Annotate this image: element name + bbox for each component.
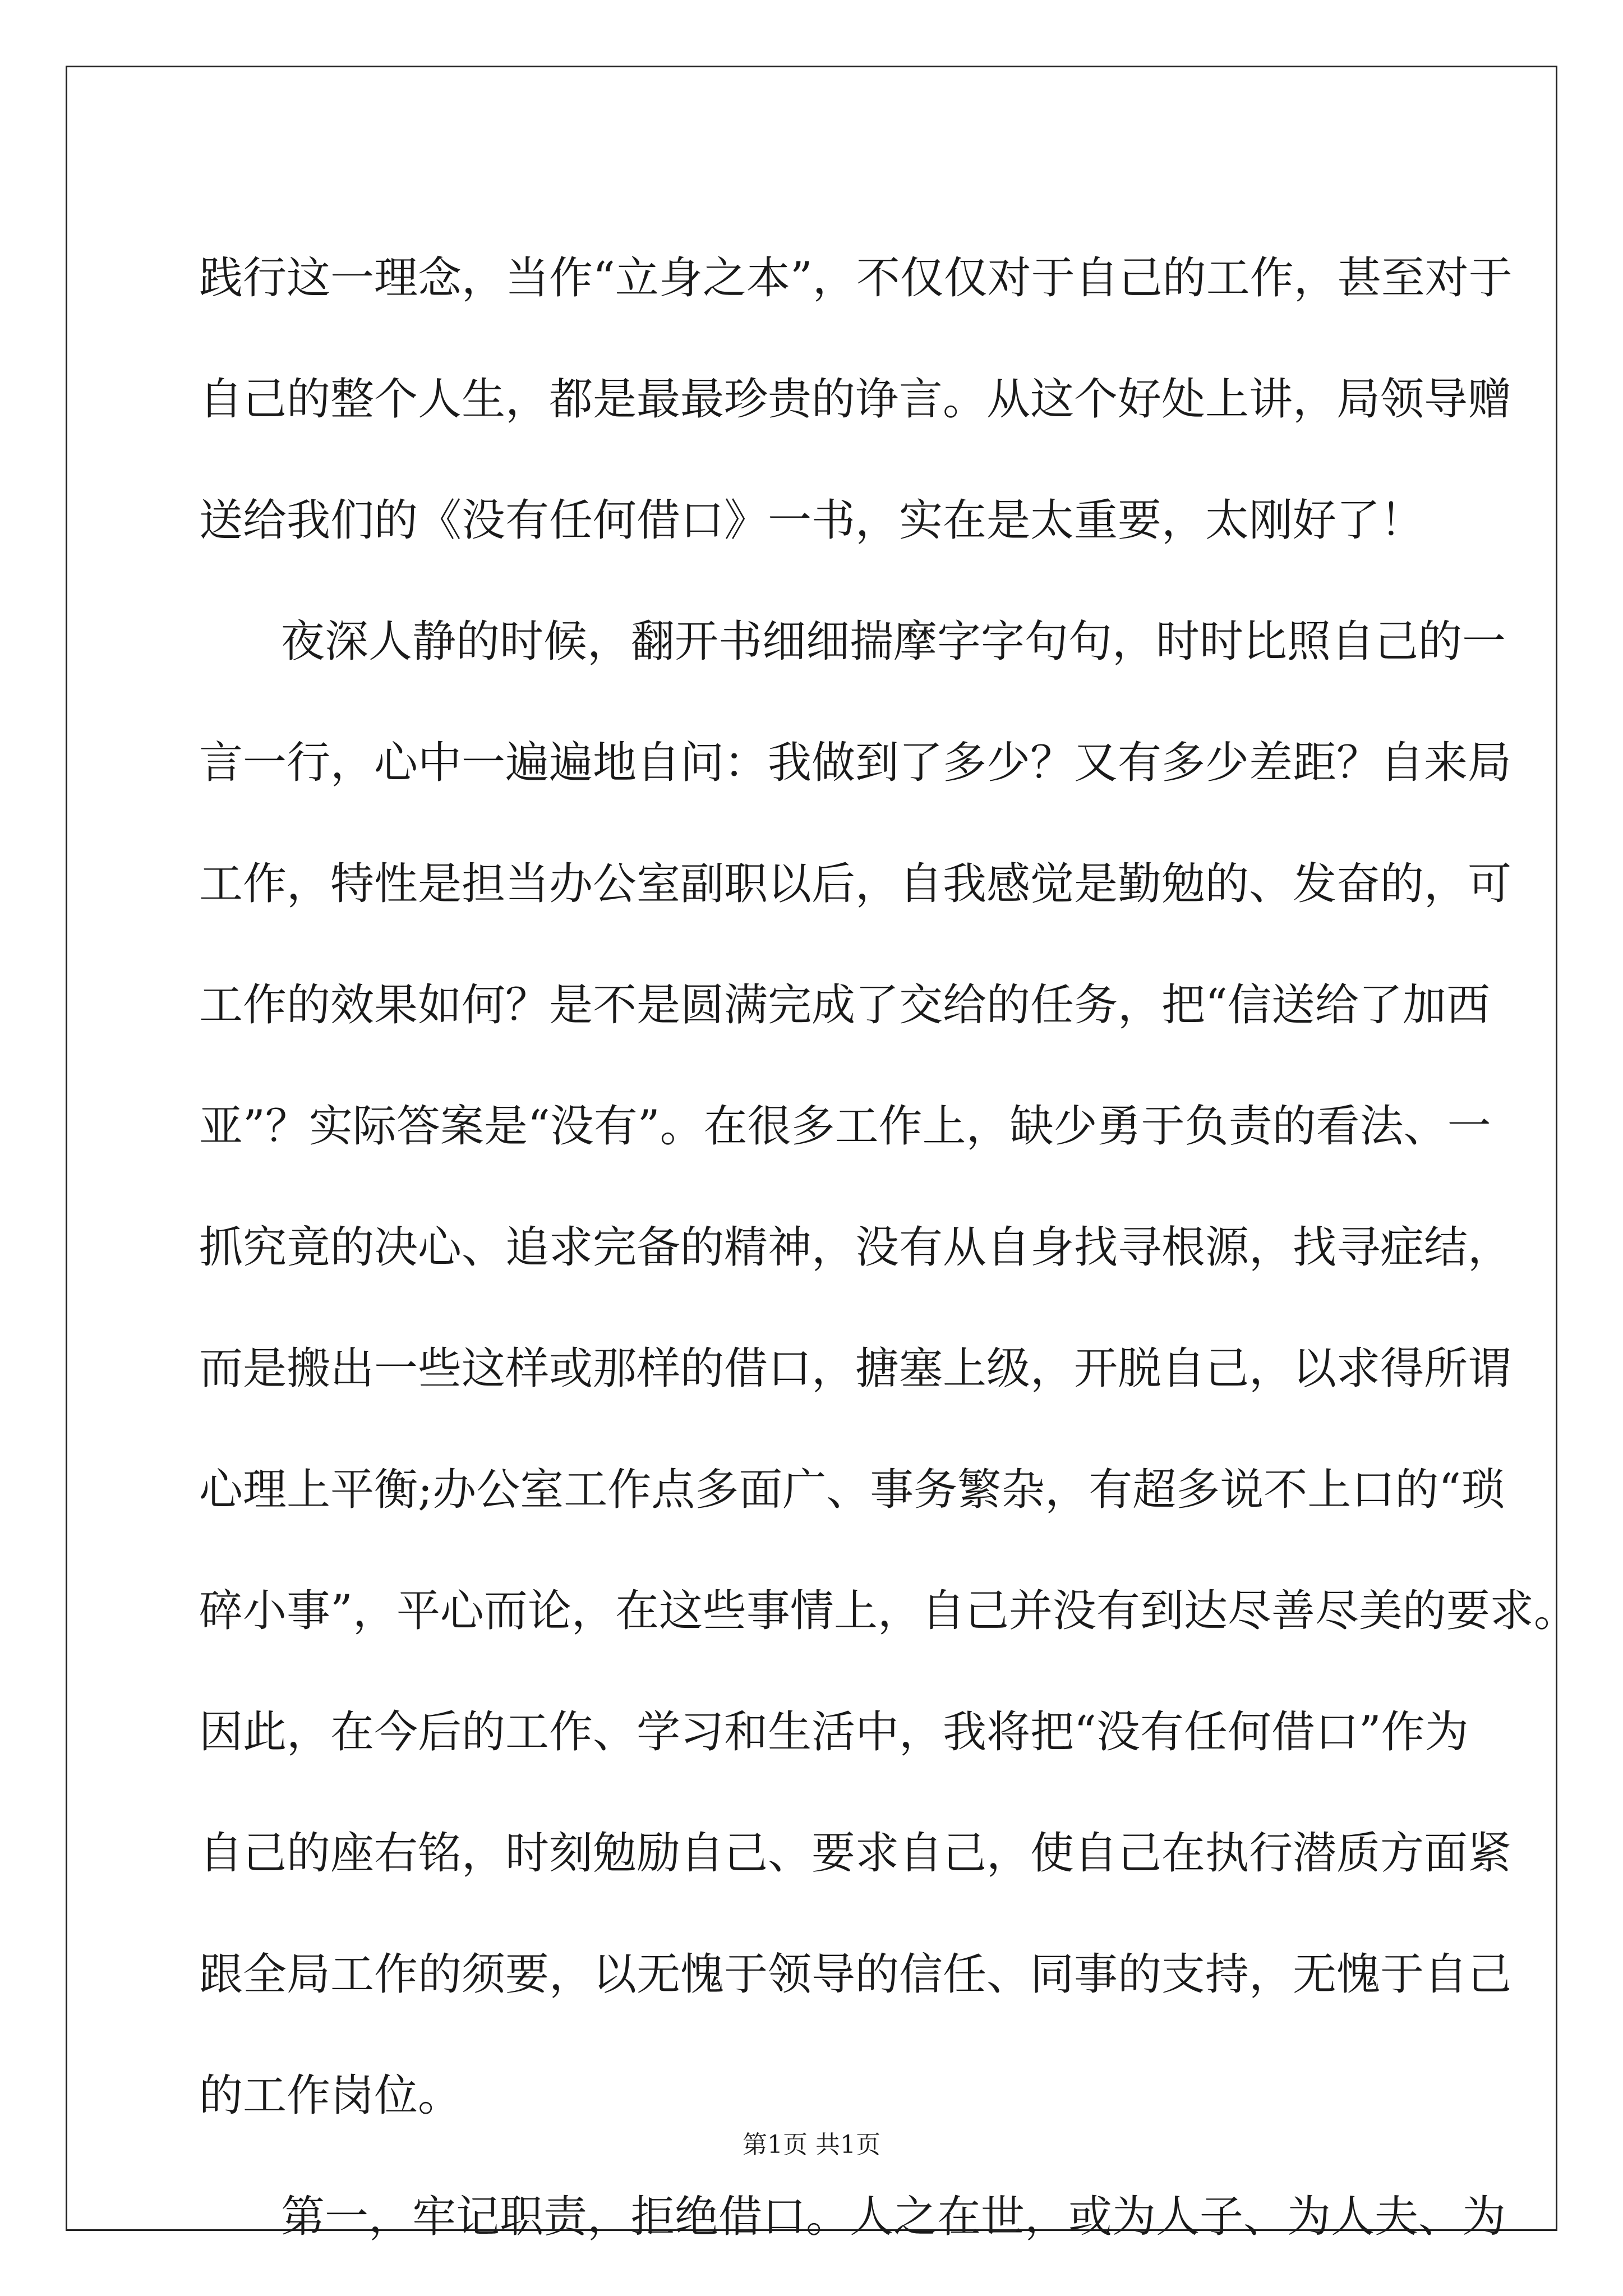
text-line: 自己的整个人生，都是最最珍贵的诤言。从这个好处上讲，局领导赠 (199, 374, 1512, 425)
text-line: 心理上平衡;办公室工作点多面广、事务繁杂，有超多说不上口的“琐 (199, 1465, 1505, 1515)
text-line: 言一行，心中一遍遍地自问：我做到了多少？又有多少差距？自来局 (199, 738, 1512, 788)
text-line: 工作的效果如何？是不是圆满完成了交给的任务，把“信送给了加西 (199, 980, 1490, 1030)
text-line: 践行这一理念，当作“立身之本”，不仅仅对于自己的工作，甚至对于 (199, 253, 1513, 303)
text-line: 而是搬出一些这样或那样的借口，搪塞上级，开脱自己，以求得所谓 (199, 1343, 1512, 1394)
text-line: 碎小事”，平心而论，在这些事情上，自己并没有到达尽善尽美的要求。 (199, 1586, 1578, 1636)
text-line: 工作，特性是担当办公室副职以后，自我感觉是勤勉的、发奋的，可 (199, 859, 1512, 909)
text-line: 第一，牢记职责，拒绝借口。人之在世，或为人子、为人夫、为 (281, 2192, 1506, 2242)
document-body (199, 218, 1578, 2277)
text-line: 送给我们的《没有任何借口》一书，实在是太重要，太刚好了！ (199, 495, 1424, 546)
page-number-footer: 第1页 共1页 (743, 2131, 880, 2159)
text-line: 亚”？实际答案是“没有”。在很多工作上，缺少勇于负责的看法、一 (199, 1101, 1491, 1152)
text-line: 自己的座右铭，时刻勉励自己、要求自己，使自己在执行潜质方面紧 (199, 1828, 1512, 1879)
text-line: 抓究竟的决心、追求完备的精神，没有从自身找寻根源，找寻症结， (199, 1222, 1512, 1273)
text-line: 跟全局工作的须要，以无愧于领导的信任、同事的支持，无愧于自己 (199, 1949, 1512, 2000)
text-line: 夜深人静的时候，翻开书细细揣摩字字句句，时时比照自己的一 (281, 616, 1506, 667)
text-line: 的工作岗位。 (199, 2070, 462, 2121)
text-line: 因此，在今后的工作、学习和生活中，我将把“没有任何借口”作为 (199, 1707, 1469, 1757)
